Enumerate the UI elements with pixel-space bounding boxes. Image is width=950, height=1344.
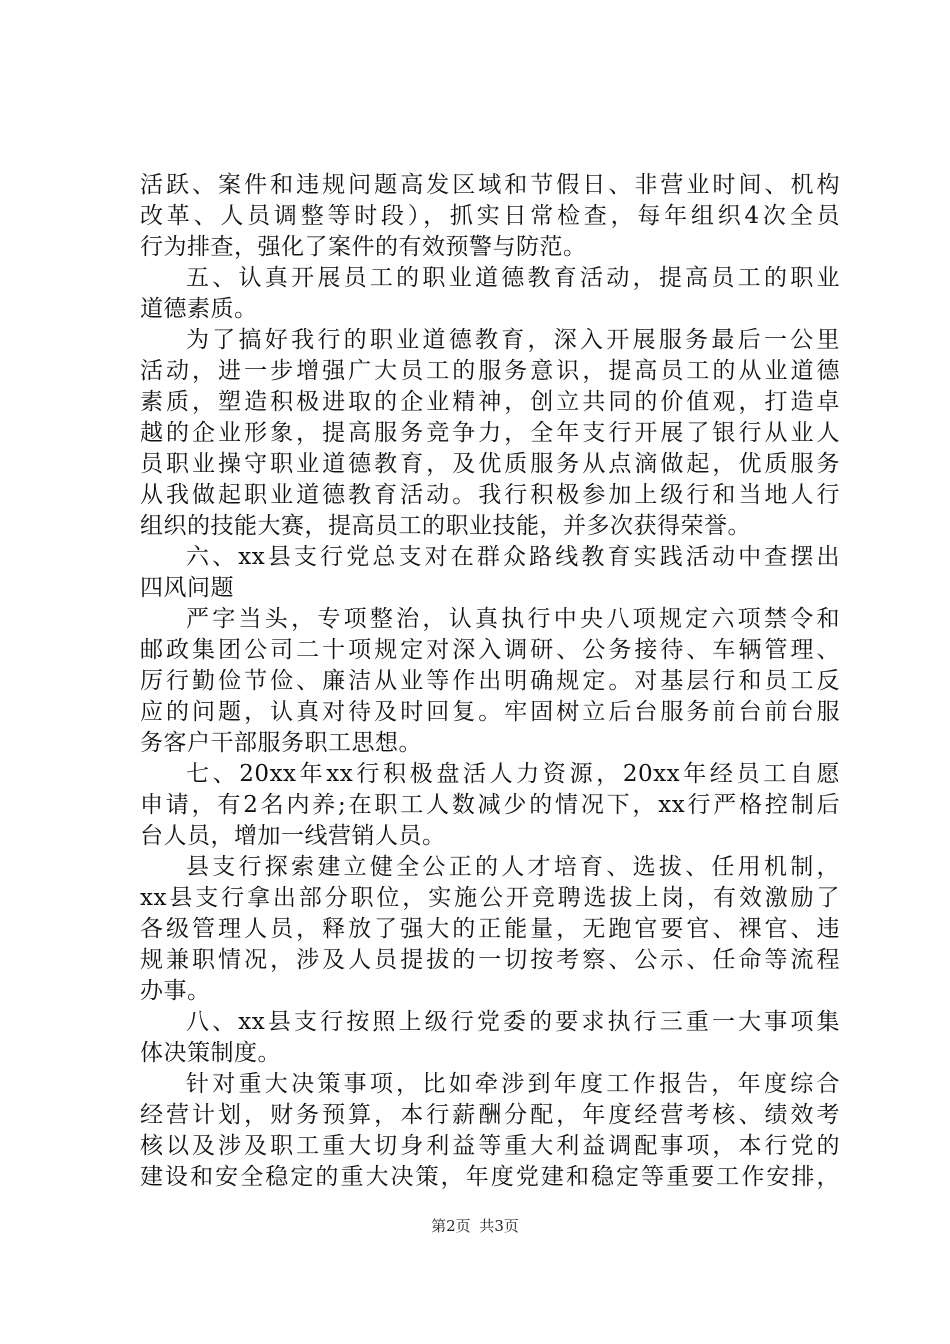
text-line: 素质，塑造积极进取的企业精神，创立共同的价值观，打造卓 <box>140 389 840 415</box>
text-line: 应的问题，认真对待及时回复。牢固树立后台服务前台前台服 <box>140 699 840 725</box>
text-line: 针对重大决策事项，比如牵涉到年度工作报告，年度综合 <box>186 1071 840 1097</box>
text-line: 六、xx县支行党总支对在群众路线教育实践活动中查摆出 <box>186 544 840 570</box>
text-line: 八、xx县支行按照上级行党委的要求执行三重一大事项集 <box>186 1009 840 1035</box>
text-line: 从我做起职业道德教育活动。我行积极参加上级行和当地人行 <box>140 482 840 508</box>
text-line: 核以及涉及职工重大切身利益等重大利益调配事项，本行党的 <box>140 1133 840 1159</box>
text-line: 邮政集团公司二十项规定对深入调研、公务接待、车辆管理、 <box>140 637 840 663</box>
text-line: 四风问题 <box>140 575 234 601</box>
text-line: 体决策制度。 <box>140 1040 281 1066</box>
document-body <box>140 170 840 1193</box>
text-line: 厉行勤俭节俭、廉洁从业等作出明确规定。对基层行和员工反 <box>140 668 840 694</box>
text-line: 改革、人员调整等时段），抓实日常检查，每年组织4次全员 <box>140 203 840 229</box>
text-line: 申请，有2名内养;在职工人数减少的情况下，xx行严格控制后 <box>140 792 840 818</box>
text-line: 道德素质。 <box>140 296 258 322</box>
text-line: 县支行探索建立健全公正的人才培育、选拔、任用机制， <box>186 854 840 880</box>
text-line: 各级管理人员，释放了强大的正能量，无跑官要官、裸官、违 <box>140 916 840 942</box>
text-line: 活跃、案件和违规问题高发区域和节假日、非营业时间、机构 <box>140 172 840 198</box>
text-line: 经营计划，财务预算，本行薪酬分配，年度经营考核、绩效考 <box>140 1102 840 1128</box>
text-line: 员职业操守职业道德教育，及优质服务从点滴做起，优质服务 <box>140 451 840 477</box>
text-line: 严字当头，专项整治，认真执行中央八项规定六项禁令和 <box>186 606 840 632</box>
text-line: 七、20xx年xx行积极盘活人力资源，20xx年经员工自愿 <box>186 761 840 787</box>
text-line: 台人员，增加一线营销人员。 <box>140 823 446 849</box>
text-line: 办事。 <box>140 978 211 1004</box>
page-footer <box>0 1216 950 1236</box>
text-line: 务客户干部服务职工思想。 <box>140 730 422 756</box>
text-line: 五、认真开展员工的职业道德教育活动，提高员工的职业 <box>186 265 840 291</box>
text-line: 行为排查，强化了案件的有效预警与防范。 <box>140 234 587 260</box>
text-line: 建设和安全稳定的重大决策，年度党建和稳定等重要工作安排， <box>140 1164 840 1190</box>
page-number: 第2页 <box>431 1217 471 1235</box>
text-line: 组织的技能大赛，提高员工的职业技能，并多次获得荣誉。 <box>140 513 751 539</box>
text-line: 越的企业形象，提高服务竞争力，全年支行开展了银行从业人 <box>140 420 840 446</box>
text-line: xx县支行拿出部分职位，实施公开竞聘选拔上岗，有效激励了 <box>140 885 840 911</box>
text-line: 为了搞好我行的职业道德教育，深入开展服务最后一公里 <box>186 327 840 353</box>
text-line: 活动，进一步增强广大员工的服务意识，提高员工的从业道德 <box>140 358 840 384</box>
text-line: 规兼职情况，涉及人员提拔的一切按考察、公示、任命等流程 <box>140 947 840 973</box>
page-total: 共3页 <box>479 1217 519 1235</box>
